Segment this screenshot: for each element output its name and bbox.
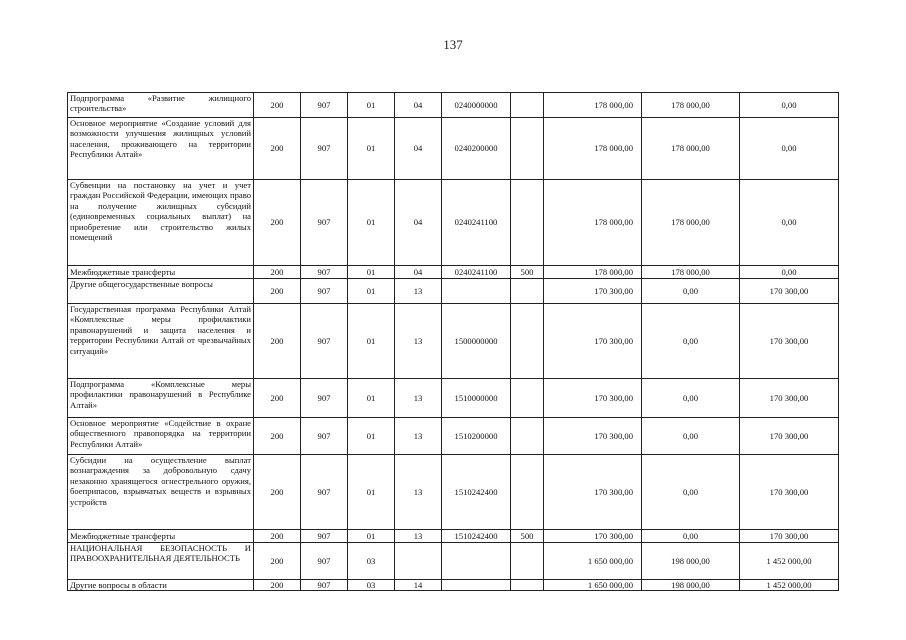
amount-regional: 0,00	[740, 180, 839, 266]
table-row	[68, 118, 839, 180]
admin-code: 200	[254, 418, 301, 455]
table-row	[68, 530, 839, 543]
row-name: Подпрограмма «Комплексные меры профилактики правонарушений в Республике Алтай»	[68, 379, 254, 418]
subsection-code: 13	[395, 279, 442, 304]
table-row	[68, 455, 839, 530]
amount-regional: 170 300,00	[740, 304, 839, 379]
expense-type	[511, 455, 544, 530]
amount-federal: 198 000,00	[642, 543, 740, 580]
table-row	[68, 266, 839, 279]
ministry-code: 907	[301, 543, 348, 580]
section-code: 01	[348, 93, 395, 118]
amount-total: 178 000,00	[544, 93, 642, 118]
expense-type: 500	[511, 530, 544, 543]
amount-regional: 0,00	[740, 118, 839, 180]
admin-code: 200	[254, 379, 301, 418]
amount-total: 170 300,00	[544, 279, 642, 304]
admin-code: 200	[254, 304, 301, 379]
amount-federal: 178 000,00	[642, 93, 740, 118]
ministry-code: 907	[301, 279, 348, 304]
admin-code: 200	[254, 530, 301, 543]
subsection-code: 13	[395, 530, 442, 543]
target-code	[442, 580, 511, 591]
row-name: Межбюджетные трансферты	[68, 530, 254, 543]
amount-federal: 0,00	[642, 530, 740, 543]
ministry-code: 907	[301, 304, 348, 379]
table-row	[68, 543, 839, 580]
expense-type	[511, 118, 544, 180]
ministry-code: 907	[301, 379, 348, 418]
subsection-code: 04	[395, 118, 442, 180]
table-row	[68, 93, 839, 118]
section-code: 01	[348, 180, 395, 266]
amount-federal: 178 000,00	[642, 180, 740, 266]
ministry-code: 907	[301, 93, 348, 118]
expense-type	[511, 580, 544, 591]
section-code: 01	[348, 379, 395, 418]
target-code: 0240241100	[442, 180, 511, 266]
target-code: 1510242400	[442, 455, 511, 530]
row-name: НАЦИОНАЛЬНАЯ БЕЗОПАСНОСТЬ И ПРАВООХРАНИТЕЛЬНАЯ ДЕЯТЕЛЬНОСТЬ	[68, 543, 254, 580]
section-code: 01	[348, 418, 395, 455]
section-code: 01	[348, 304, 395, 379]
subsection-code: 14	[395, 580, 442, 591]
admin-code: 200	[254, 93, 301, 118]
amount-federal: 0,00	[642, 279, 740, 304]
expense-type	[511, 418, 544, 455]
subsection-code	[395, 543, 442, 580]
amount-federal: 0,00	[642, 455, 740, 530]
page-number: 137	[443, 37, 463, 52]
row-name: Субвенции на постановку на учет и учет граждан Российской Федерации, имеющих право на получение жилищных субсидий (единовременных социальных выплат) на приобретение или строительство жилых помещений	[68, 180, 254, 266]
row-name: Подпрограмма «Развитие жилищного строительства»	[68, 93, 254, 118]
target-code: 1510200000	[442, 418, 511, 455]
admin-code: 200	[254, 279, 301, 304]
table-row	[68, 418, 839, 455]
amount-total: 178 000,00	[544, 180, 642, 266]
amount-federal: 0,00	[642, 379, 740, 418]
ministry-code: 907	[301, 455, 348, 530]
table-row	[68, 580, 839, 591]
target-code	[442, 543, 511, 580]
admin-code: 200	[254, 180, 301, 266]
ministry-code: 907	[301, 418, 348, 455]
amount-regional: 170 300,00	[740, 418, 839, 455]
row-name: Основное мероприятие «Содействие в охране общественного правопорядка на территории Республики Алтай»	[68, 418, 254, 455]
amount-regional: 170 300,00	[740, 379, 839, 418]
target-code: 1510242400	[442, 530, 511, 543]
subsection-code: 04	[395, 93, 442, 118]
admin-code: 200	[254, 455, 301, 530]
expense-type	[511, 180, 544, 266]
target-code: 1500000000	[442, 304, 511, 379]
ministry-code: 907	[301, 266, 348, 279]
budget-table	[67, 92, 839, 591]
amount-federal: 0,00	[642, 418, 740, 455]
subsection-code: 04	[395, 266, 442, 279]
amount-federal: 178 000,00	[642, 266, 740, 279]
amount-total: 170 300,00	[544, 418, 642, 455]
amount-total: 1 650 000,00	[544, 543, 642, 580]
amount-total: 178 000,00	[544, 266, 642, 279]
section-code: 03	[348, 543, 395, 580]
section-code: 01	[348, 530, 395, 543]
ministry-code: 907	[301, 118, 348, 180]
amount-total: 178 000,00	[544, 118, 642, 180]
row-name: Межбюджетные трансферты	[68, 266, 254, 279]
amount-total: 170 300,00	[544, 379, 642, 418]
amount-total: 170 300,00	[544, 530, 642, 543]
ministry-code: 907	[301, 180, 348, 266]
row-name: Государственная программа Республики Алтай «Комплексные меры профилактики правонарушений и защита населения и территории Республики Алтай от чрезвычайных ситуаций»	[68, 304, 254, 379]
subsection-code: 13	[395, 455, 442, 530]
admin-code: 200	[254, 580, 301, 591]
amount-total: 170 300,00	[544, 304, 642, 379]
amount-regional: 170 300,00	[740, 455, 839, 530]
amount-federal: 0,00	[642, 304, 740, 379]
table-row	[68, 304, 839, 379]
row-name: Основное мероприятие «Создание условий для возможности улучшения жилищных условий населения, проживающего на территории Республики Алтай»	[68, 118, 254, 180]
table-row	[68, 180, 839, 266]
amount-regional: 0,00	[740, 266, 839, 279]
subsection-code: 13	[395, 379, 442, 418]
amount-regional: 170 300,00	[740, 530, 839, 543]
admin-code: 200	[254, 266, 301, 279]
expense-type	[511, 279, 544, 304]
table-row	[68, 379, 839, 418]
section-code: 01	[348, 455, 395, 530]
expense-type	[511, 304, 544, 379]
expense-type	[511, 543, 544, 580]
target-code: 0240200000	[442, 118, 511, 180]
target-code	[442, 279, 511, 304]
row-name: Субсидии на осуществление выплат вознаграждения за добровольную сдачу незаконно хранящегося огнестрельного оружия, боеприпасов, взрывчатых веществ и взрывных устройств	[68, 455, 254, 530]
section-code: 03	[348, 580, 395, 591]
expense-type	[511, 379, 544, 418]
ministry-code: 907	[301, 580, 348, 591]
amount-regional: 1 452 000,00	[740, 543, 839, 580]
table-row	[68, 279, 839, 304]
target-code: 1510000000	[442, 379, 511, 418]
amount-total: 170 300,00	[544, 455, 642, 530]
row-name: Другие вопросы в области	[68, 580, 254, 591]
admin-code: 200	[254, 543, 301, 580]
subsection-code: 13	[395, 418, 442, 455]
amount-regional: 1 452 000,00	[740, 580, 839, 591]
amount-federal: 198 000,00	[642, 580, 740, 591]
section-code: 01	[348, 266, 395, 279]
row-name: Другие общегосударственные вопросы	[68, 279, 254, 304]
amount-total: 1 650 000,00	[544, 580, 642, 591]
section-code: 01	[348, 118, 395, 180]
amount-regional: 0,00	[740, 93, 839, 118]
ministry-code: 907	[301, 530, 348, 543]
target-code: 0240241100	[442, 266, 511, 279]
subsection-code: 13	[395, 304, 442, 379]
amount-federal: 178 000,00	[642, 118, 740, 180]
expense-type: 500	[511, 266, 544, 279]
target-code: 0240000000	[442, 93, 511, 118]
section-code: 01	[348, 279, 395, 304]
expense-type	[511, 93, 544, 118]
amount-regional: 170 300,00	[740, 279, 839, 304]
admin-code: 200	[254, 118, 301, 180]
subsection-code: 04	[395, 180, 442, 266]
